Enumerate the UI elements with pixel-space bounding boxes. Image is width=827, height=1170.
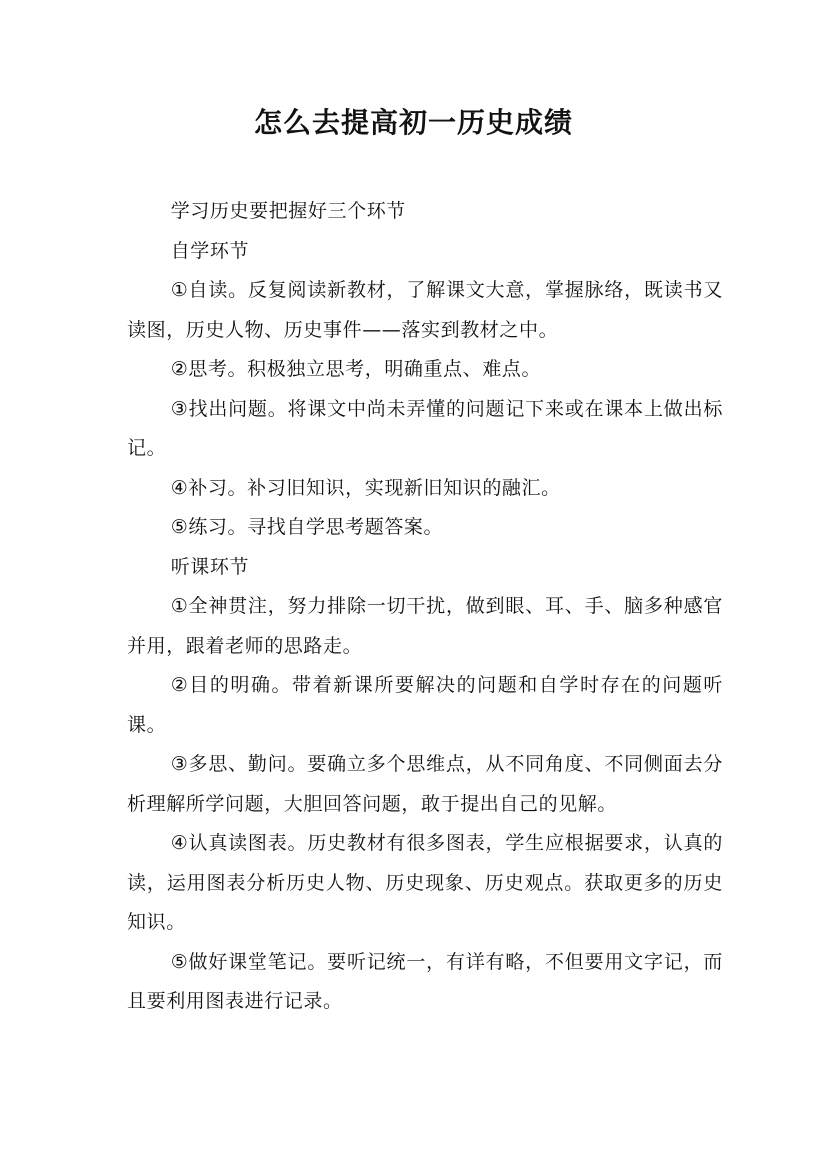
paragraph-section-heading: 学习历史要把握好三个环节: [170, 200, 406, 222]
paragraph: ④补习。补习旧知识，实现新旧知识的融汇。: [170, 476, 561, 499]
paragraph: ⑤做好课堂笔记。要听记统一，有详有略，不但要用文字记，而且要利用图表进行记录。: [127, 950, 723, 1012]
paragraph-lecture-heading: 听课环节: [170, 555, 250, 578]
paragraph-self-study-heading: 自学环节: [170, 239, 250, 262]
paragraph: ③多思、勤问。要确立多个思维点，从不同角度、不同侧面去分析理解所学问题，大胆回答问题，敢于提出自己的见解。: [127, 753, 723, 815]
paragraph: ③找出问题。将课文中尚未弄懂的问题记下来或在课本上做出标记。: [127, 397, 723, 459]
document-body: [127, 192, 723, 1022]
paragraph: ①自读。反复阅读新教材，了解课文大意，掌握脉络，既读书又读图，历史人物、历史事件——落实到教材之中。: [127, 279, 723, 341]
document-title: 怎么去提高初一历史成绩: [253, 106, 573, 139]
paragraph: ④认真读图表。历史教材有很多图表，学生应根据要求，认真的读，运用图表分析历史人物、历史现象、历史观点。获取更多的历史知识。: [127, 832, 723, 933]
paragraph: ②目的明确。带着新课所要解决的问题和自学时存在的问题听课。: [127, 674, 723, 736]
paragraph: ⑤练习。寻找自学思考题答案。: [170, 516, 444, 538]
paragraph: ②思考。积极独立思考，明确重点、难点。: [170, 358, 542, 380]
paragraph: ①全神贯注，努力排除一切干扰，做到眼、耳、手、脑多种感官并用，跟着老师的思路走。: [127, 595, 723, 657]
